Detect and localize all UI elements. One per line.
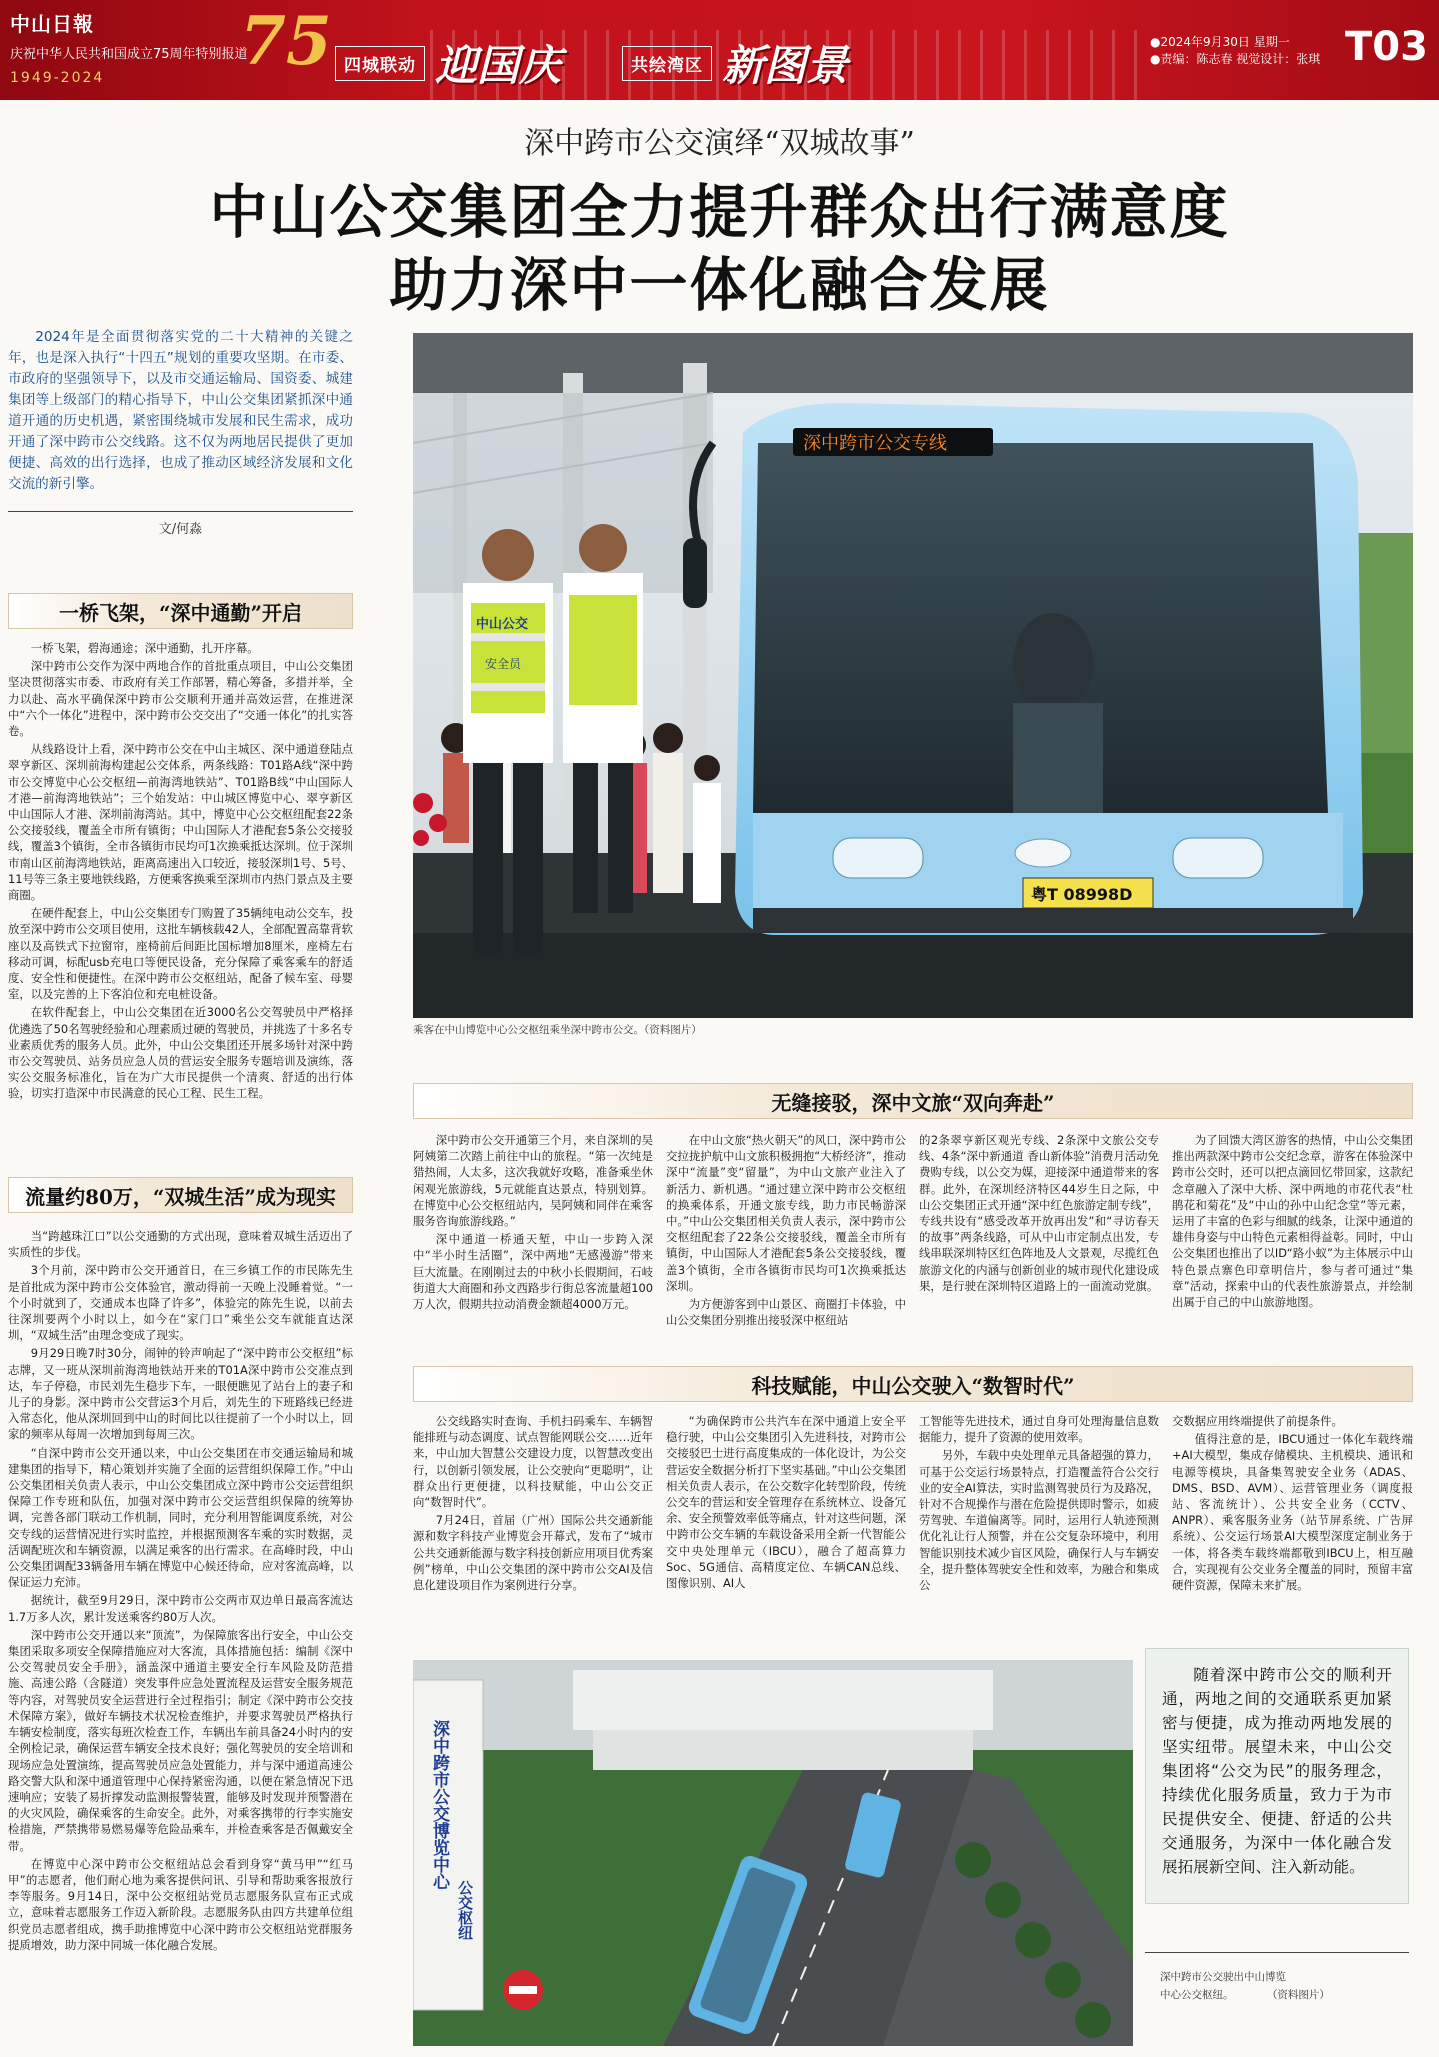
article-kicker: 深中跨市公交演绎“双城故事”	[524, 126, 915, 161]
aerial-photo	[413, 1660, 1133, 2046]
s3-paragraph: 为方便游客到中山景区、商圈打卡体验，中山公交集团分别推出接驳深中枢纽站	[666, 1297, 906, 1328]
s3-paragraph: 在中山文旅“热火朝天”的风口，深中跨市公交拉拢护航中山文旅积极拥抱“大桥经济”，推动深中“流量”变“留量”，为中山文旅产业注入了新活力、新机遇。“通过建立深中跨市公交枢纽的换乘体系，开通文旅专线，助力市民畅游深中。”中山公交集团相关负责人表示，深中跨市公交枢纽配套了22条公交接驳线，覆盖全市所有镇街，中山国际人才港配套5条公交接驳线，覆盖3个镇街，全市各镇街市民均可1次换乘抵达深圳。	[666, 1133, 906, 1293]
station-sign-2: 公交枢纽	[456, 1880, 474, 1940]
headline-line-2: 助力深中一体化融合发展	[389, 251, 1050, 319]
banner2-big: 新图景	[722, 41, 849, 90]
s4-paragraph: 交数据应用终端提供了前提条件。	[1172, 1414, 1343, 1428]
section-header-1: 一桥飞架，“深中通勤”开启	[8, 593, 353, 629]
banner-group-1	[335, 40, 562, 90]
s2-paragraph: 当“跨越珠江口”以公交通勤的方式出现，意味着双城生活迈出了实质性的步伐。	[8, 1229, 353, 1260]
s3-column-4	[1172, 1132, 1413, 1358]
anniversary-years: 1949-2024	[10, 70, 105, 86]
aerial-photo-caption	[1160, 1968, 1410, 2004]
s1-paragraph: 从线路设计上看，深中跨市公交在中山主城区、深中通道登陆点翠亨新区、深圳前海构建起公交体系，两条线路：T01路A线“深中跨市公交博览中心公交枢纽—前海湾地铁站”、T01路B线“中山国际人才港—前海湾地铁站”；三个始发站：中山城区博览中心、翠亨新区中山国际人才港、深圳前海湾站。其中，博览中心公交枢纽配套22条公交接驳线，覆盖全市所有镇街；中山国际人才港配套5条公交接驳线，覆盖3个镇街，全市各镇街市民均可1次换乘抵达深圳。位于深圳市南山区前海湾地铁站，距离高速出入口较近，接驳深圳1号、5号、11号等三条主要地铁线路，方便乘客换乘至深圳市内热门景点及主要商圈。	[8, 742, 353, 903]
s4-paragraph: “为确保跨市公共汽车在深中通道上安全平稳行驶，中山公交集团引入先进科技，对跨市公交接驳巴士进行高度集成的一体化设计，为公交营运安全数据分析打下坚实基础。”中山公交集团相关负责人表示，在公交数字化转型阶段，传统公交车的营运和安全管理存在系统林立、设备冗余、安全预警效率低等痛点，针对这些问题，深中跨市公交车辆的车载设备采用全新一代智能公交中央处理单元（IBCU），融合了超高算力Soc、5G通信、高精度定位、车辆CAN总线、图像识别、AI人	[666, 1414, 906, 1591]
special-report-subtitle: 庆祝中华人民共和国成立75周年特别报道	[10, 47, 248, 62]
date-line: ●2024年9月30日 星期一	[1150, 35, 1290, 49]
s3-column-1	[413, 1132, 653, 1358]
s2-paragraph: 9月29日晚7时30分，闹钟的铃声响起了“深中跨市公交枢纽”标志牌，又一班从深圳前海湾地铁站开来的T01A深中跨市公交准点到达，车子停稳，市民刘先生稳步下车，一眼便瞧见了站台上的妻子和儿子的身影。深中跨市公交营运3个月后，刘先生的下班路线已经进入常态化，他从深圳回到中山的时间比以往提前了一个小时以上，回家的频率从每周一次增加到每周三次。	[8, 1346, 353, 1442]
s1-paragraph: 在硬件配套上，中山公交集团专门购置了35辆纯电动公交车，投放至深中跨市公交项目使用，这批车辆核载42人，全部配置高靠背软座以及高铁式下拉窗帘，座椅前后间距比国标增加8厘米，座椅左右移动可调，标配usb充电口等便民设备，充分保障了乘客乘车的舒适度、安全性和便捷性。在深中跨市公交枢纽站，配备了候车室、母婴室，以及完善的上下客泊位和充电桩设备。	[8, 906, 353, 1002]
vest-sub-label: 安全员	[485, 657, 522, 671]
aerial-caption-line-1: 深中跨市公交驶出中山博览	[1160, 1971, 1286, 1983]
main-photo	[413, 333, 1413, 1018]
s4-column-4	[1172, 1413, 1413, 1648]
station-sign: 深中跨市公交博览中心	[429, 1720, 449, 1890]
headline-line-1: 中山公交集团全力提升群众出行满意度	[209, 178, 1230, 246]
s4-paragraph: 公交线路实时查询、手机扫码乘车、车辆智能排班与动态调度、试点智能网联公交……近年来，中山加大智慧公交建设力度，以智慧改变出行，以创新引领发展，让公交驶向“更聪明”，让群众出行更便捷，以科技赋能，中山公交正向“数智时代”。	[413, 1414, 653, 1510]
banner2-small: 共绘湾区	[622, 46, 712, 81]
s4-column-3	[919, 1413, 1159, 1648]
s2-paragraph: 据统计，截至9月29日，深中跨市公交两市双边单日最高客流达1.7万多人次，累计发送乘客约80万人次。	[8, 1593, 353, 1624]
aerial-caption-credit: （资料图片）	[1266, 1989, 1330, 2001]
section-header-4: 科技赋能，中山公交驶入“数智时代”	[413, 1366, 1413, 1402]
bus-station-aerial-photo	[413, 1660, 1133, 2046]
date-info	[1150, 34, 1320, 68]
newspaper-logo: 中山日報	[10, 12, 94, 36]
anniversary-mark: 75	[240, 2, 332, 80]
section-header-3: 无缝接驳，深中文旅“双向奔赴”	[413, 1083, 1413, 1119]
bus-license-plate: 粤T 08998D	[1031, 885, 1133, 904]
bus-boarding-photo	[413, 333, 1413, 1018]
section-header-2: 流量约80万，“双城生活”成为现实	[8, 1177, 353, 1213]
banner1-small: 四城联动	[335, 46, 425, 81]
s4-paragraph: 7月24日，首届（广州）国际公共交通新能源和数字科技产业博览会开幕式，发布了“城市公共交通新能源与数字科技创新应用项目优秀案例”榜单，中山公交集团的深中跨市公交AI及信息化建设项目作为案例进行分享。	[413, 1513, 653, 1593]
s4-paragraph: 工智能等先进技术，通过自身可处理海量信息数据能力，提升了资源的使用效率。	[919, 1414, 1159, 1445]
lead-rule	[8, 511, 353, 512]
s4-paragraph: 值得注意的是，IBCU通过一体化车载终端+AI大模型，集成存储模块、主机模块、通讯和电源等模块，具备集驾驶安全业务（ADAS、DMS、BSD、AVM）、运营管理业务（调度报站、客流统计）、公共安全业务（CCTV、ANPR）、乘客服务业务（站节屏系统、广告屏系统）、公交运行场景AI大模型深度定制业务于一体，将各类车载终端都敬到IBCU上，相互融合，实现视有公交业务全覆盖的同时，预留丰富硬件资源，保障未来扩展。	[1172, 1432, 1413, 1593]
section-2-body	[8, 1228, 353, 2048]
s3-paragraph: 深中跨市公交开通第三个月，来自深圳的吴阿姨第二次踏上前往中山的旅程。“第一次纯是猎热闹，人太多，这次我就好攻略，准备乘坐休闲观光旅游线，5元就能直达景点，特别划算。在博览中心公交枢纽站内，吴阿姨和同伴在乘客服务咨询旅游线路。”	[413, 1133, 653, 1229]
s4-column-1	[413, 1413, 653, 1648]
s2-paragraph: 深中跨市公交开通以来“顶流”，为保障旅客出行安全，中山公交集团采取多项安全保障措施应对大客流，具体措施包括：编制《深中公交驾驶员安全手册》，涵盖深中通道主要安全行车风险及防范措施、高速公路（含隧道）突发事件应急处置流程及运营安全服务规范等内容，对驾驶员安全运营进行全过程指引；制定《深中跨市公交技术保障方案》，做好车辆技术状况检查维护，并要求驾驶员严格执行车辆安检制度，落实每班次检查工作，车辆出车前具备24小时内的安全例检记录，确保运营车辆安全技术良好；强化驾驶员的安全培训和现场应急处置演练，提高驾驶员应急处置能力，并与深中通道高速公路交警大队和深中通道管理中心保持紧密沟通，以便在紧急情况下迅速响应；安装了易折撑发动监测报警装置，能够及时发现并预警潜在的火灾风险，确保乘客的生命安全。此外，对乘客携带的行李实施安检措施，严禁携带易燃易爆等危险品乘车，并检查乘客是否佩戴安全带。	[8, 1627, 353, 1853]
s3-column-3	[919, 1132, 1159, 1358]
s1-paragraph: 一桥飞架，碧海通途；深中通勤，扎开序幕。	[30, 641, 259, 655]
aerial-caption-line-2	[1160, 1986, 1410, 2004]
page-number: T03	[1345, 24, 1428, 70]
closing-paragraph: 随着深中跨市公交的顺利开通，两地之间的交通联系更加紧密与便捷，成为推动两地发展的坚实纽带。展望未来，中山公交集团将“公交为民”的服务理念，持续优化服务质量，致力于为市民提供安全、便捷、舒适的公共交通服务，为深中一体化融合发展拓展新空间、注入新动能。	[1145, 1648, 1409, 1904]
s2-paragraph: “自深中跨市公交开通以来，中山公交集团在市交通运输局和城建集团的指导下，精心策划并实施了全面的运营组织保障工作。”中山公交集团相关负责人表示，中山公交集团成立深中跨市公交运营组织保障工作专班和队伍，加强对深中跨市公交运营组织保障的统筹协调，完善各部门联动工作机制，同时，充分利用智能调度系统，对公交专线的运营情况进行实时监控，并根据预测客车乘的实时数据，灵活调配班次和车辆资源，以满足乘客的出行需求。在高峰时段，中山公交集团调配33辆备用车辆在博览中心候还待命，应对客流高峰，以保证运力充沛。	[8, 1445, 353, 1590]
s3-column-2	[666, 1132, 906, 1358]
banner-group-2	[622, 40, 849, 90]
banner1-big: 迎国庆	[435, 41, 562, 90]
aerial-caption-text: 中心公交枢纽。	[1160, 1989, 1234, 2001]
s3-paragraph: 深中通道一桥通天堑，中山一步跨入深中“半小时生活圈”，深中两地“无感漫游”带来巨大流量。在刚刚过去的中秋小长假期间，石岐街道大大商圈和孙文西路步行街总客流量超100万人次，假期共拉动消费金额超4000万元。	[413, 1232, 653, 1312]
bus-destination-sign: 深中跨市公交专线	[803, 433, 947, 454]
main-photo-caption: 乘客在中山博览中心公交枢纽乘坐深中跨市公交。（资料图片）	[413, 1024, 702, 1036]
editor-line: ●责编：陈志春 视觉设计：张琪	[1150, 52, 1321, 66]
vest-label: 中山公交	[476, 617, 529, 632]
s1-paragraph: 深中跨市公交作为深中两地合作的首批重点项目，中山公交集团坚决贯彻落实市委、市政府有关工作部署，精心筹备，多措并举，全力以赴、高水平确保深中跨市公交顺利开通并高效运营，在推进深中“六个一体化”进程中，深中跨市公交交出了“交通一体化”的扎实答卷。	[8, 659, 353, 739]
brand	[10, 8, 248, 86]
s4-paragraph: 另外，车载中央处理单元具备超强的算力，可基于公交运行场景特点，打造覆盖符合公交行业的安全AI算法，实时监测驾驶员行为及路况，针对不合规操作与潜在危险提供即时警示，如疲劳驾驶、车道偏离等。同时，运用行人轨迹预测优化礼让行人预警，并在公交复杂环境中，利用智能识别技术减少盲区风险，确保行人与车辆安全，提升整体驾驶安全性和效率，为融合和集成公	[919, 1448, 1159, 1593]
s1-paragraph: 在软件配套上，中山公交集团在近3000名公交驾驶员中严格择优遴选了50名驾驶经验和心理素质过硬的驾驶员，并挑选了十多名专业素质优秀的服务人员。此外，中山公交集团还开展多场针对深中跨市公交驾驶员、站务员应急人员的营运安全服务专题培训及演练，落实公交服务标准化，旨在为广大市民提供一个清爽、舒适的出行体验，切实打造深中市民满意的民心工程、民生工程。	[8, 1005, 353, 1101]
s3-paragraph: 为了回馈大湾区游客的热情，中山公交集团推出两款深中跨市公交纪念章，游客在体验深中跨市公交时，还可以把点滴回忆带回家，这款纪念章融入了深中大桥、深中两地的市花代表“杜鹃花和菊花”及“中山的孙中山纪念堂”等元素，运用了丰富的色彩与细腻的线条，让深中通道的雄伟身姿与中山特色元素相得益彰。同时，中山公交集团也推出了以ID“路小蚁”为主体展示中山特色景点寨色印章明信片，参与者可通过“集章”活动，探索中山的代表性旅游景点，并绘制出属于自己的中山旅游地图。	[1172, 1133, 1413, 1310]
masthead	[0, 0, 1439, 100]
caption-rule	[1145, 1952, 1409, 1953]
section-1-body	[8, 640, 353, 1160]
author-byline: 文/何淼	[158, 522, 203, 537]
s3-paragraph: 的2条翠亨新区观光专线、2条深中文旅公交专线、4条“深中新通道 香山新体验”消费月活动免费购专线，以公交为媒，迎接深中通道带来的客群。此外，在深圳经济特区44岁生日之际，中山公交集团正式开通“深中红色旅游定制专线”，专线共设有“感受改革开放再出发”和“寻访春天的故事”两条线路，可从中山市定制点出发，专线串联深圳特区红色阵地及人文景观，尽揽红色旅游文化的内涵与创新创业的城市现代化建设成果，是行驶在深圳特区道路上的一面流动党旗。	[919, 1133, 1159, 1293]
s4-column-2	[666, 1413, 906, 1648]
s2-paragraph: 在博览中心深中跨市公交枢纽站总会看到身穿“黄马甲”“红马甲”的志愿者，他们耐心地为乘客提供问讯、引导和帮助乘客报放行李等服务。9月14日，深中公交枢纽站党员志愿服务队宣布正式成立，意味着志愿服务工作迈入新阶段。志愿服务队由四方共建单位组织党员志愿者组成，携手助推博览中心深中跨市公交枢纽站党群服务提质增效，助力深中同城一体化融合发展。	[8, 1856, 353, 1952]
lead-paragraph: 2024年是全面贯彻落实党的二十大精神的关键之年，也是深入执行“十四五”规划的重要攻坚期。在市委、市政府的坚强领导下，以及市交通运输局、国资委、城建集团等上级部门的精心指导下，中山公交集团紧抓深中通道开通的历史机遇，紧密围绕城市发展和民生需求，成功开通了深中跨市公交线路。这不仅为两地居民提供了更加便捷、高效的出行选择，也成了推动区域经济发展和文化交流的新引擎。	[8, 329, 353, 492]
s2-paragraph: 3个月前，深中跨市公交开通首日，在三乡镇工作的市民陈先生是首批成为深中跨市公交体验官，激动得前一天晚上没睡着觉。“一个小时就到了，交通成本也降了许多”，体验完的陈先生说，以前去往深圳要两个小时以上，如今在“家门口”乘坐公交车就能直达深圳，“双城生活”由理念变成了现实。	[8, 1263, 353, 1343]
